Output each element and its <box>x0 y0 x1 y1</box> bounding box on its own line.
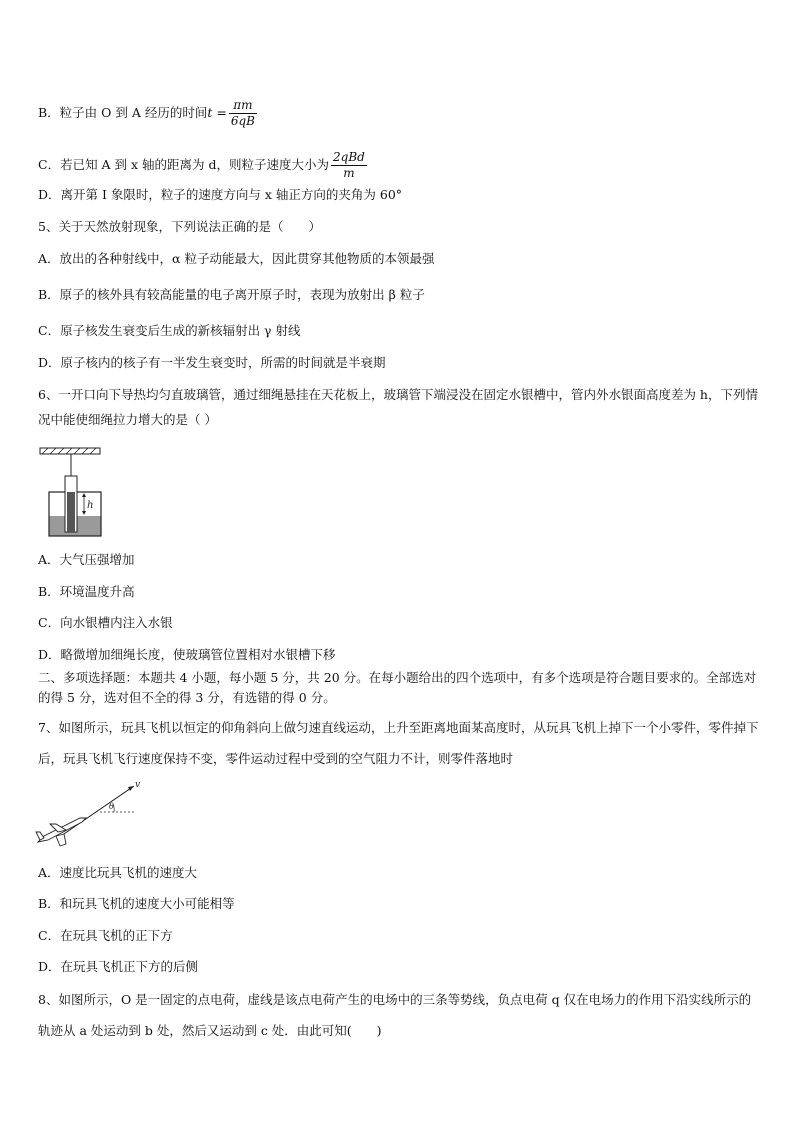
q7-stem: 7、如图所示，玩具飞机以恒定的仰角斜向上做匀速直线运动，上升至距离地面某高度时，从玩具飞机上掉下一个小零件，零件掉下后，玩具飞机飞行速度保持不变，零件运动过程中受到的空气阻力不计，则零件落地时 <box>38 720 759 766</box>
q7-option-a: A．速度比玩具飞机的速度大 <box>38 865 198 880</box>
q6-figure <box>36 444 116 540</box>
q5-stem: 5、关于天然放射现象，下列说法正确的是（ ） <box>38 219 321 234</box>
q4-b-numerator: πm <box>229 98 257 114</box>
q7-figure <box>34 778 144 850</box>
q4-option-c-text: C．若已知 A 到 x 轴的距离为 d，则粒子速度大小为 <box>38 157 330 172</box>
q4-option-b <box>38 98 257 129</box>
q7-fig-label-v: v <box>135 780 141 790</box>
q7-option-d: D．在玩具飞机正下方的后侧 <box>38 959 199 974</box>
section-2-instructions: 二、多项选择题：本题共 4 小题，每小题 5 分，共 20 分。在每小题给出的四个选项中，有多个选项是符合题目要求的。全部选对的得 5 分，选对但不全的得 3 分，有选错的得 0 分。 <box>38 670 757 705</box>
q4-c-denominator: m <box>343 166 355 180</box>
q5-option-d: D．原子核内的核子有一半发生衰变时，所需的时间就是半衰期 <box>38 355 386 370</box>
q4-option-c-fraction <box>331 150 367 181</box>
q5-option-b: B．原子的核外具有较高能量的电子离开原子时，表现为放射出 β 粒子 <box>38 287 425 302</box>
q4-option-c <box>38 150 367 181</box>
mercury-in-tube <box>67 492 75 532</box>
q4-b-denominator: 6qB <box>230 114 255 128</box>
q7-fig-label-theta: θ <box>109 802 114 811</box>
q8-stem: 8、如图所示，O 是一固定的点电荷，虚线是该点电荷产生的电场中的三条等势线，负点电荷 q 仅在电场力的作用下沿实线所示的轨迹从 a 处运动到 b 处，然后又运动到 c 处．由此可知( ) <box>38 992 752 1038</box>
velocity-line <box>58 786 134 838</box>
q4-option-b-fraction <box>229 98 257 129</box>
q4-option-d: D．离开第 I 象限时，粒子的速度方向与 x 轴正方向的夹角为 60° <box>38 187 403 202</box>
q7-option-b: B．和玩具飞机的速度大小可能相等 <box>38 896 235 911</box>
q5-option-a: A．放出的各种射线中，α 粒子动能最大，因此贯穿其他物质的本领最强 <box>38 251 435 266</box>
q7-option-c: C．在玩具飞机的正下方 <box>38 928 173 943</box>
q6-stem: 6、一开口向下导热均匀直玻璃管，通过细绳悬挂在天花板上，玻璃管下端浸没在固定水银槽中，管内外水银面高度差为 h，下列情况中能使细绳拉力增大的是（ ） <box>38 387 758 427</box>
q6-option-c: C．向水银槽内注入水银 <box>38 615 173 630</box>
q4-option-b-eq: t = <box>207 105 227 120</box>
toy-plane <box>36 818 86 846</box>
q6-option-a: A．大气压强增加 <box>38 552 135 567</box>
q6-option-b: B．环境温度升高 <box>38 584 135 599</box>
q6-option-d: D．略微增加细绳长度，使玻璃管位置相对水银槽下移 <box>38 647 336 662</box>
q6-fig-label-h: h <box>87 500 94 511</box>
q4-option-b-text: B．粒子由 O 到 A 经历的时间 <box>38 105 208 120</box>
q5-option-c: C．原子核发生衰变后生成的新核辐射出 γ 射线 <box>38 323 301 338</box>
q4-c-numerator: 2qBd <box>333 150 365 164</box>
